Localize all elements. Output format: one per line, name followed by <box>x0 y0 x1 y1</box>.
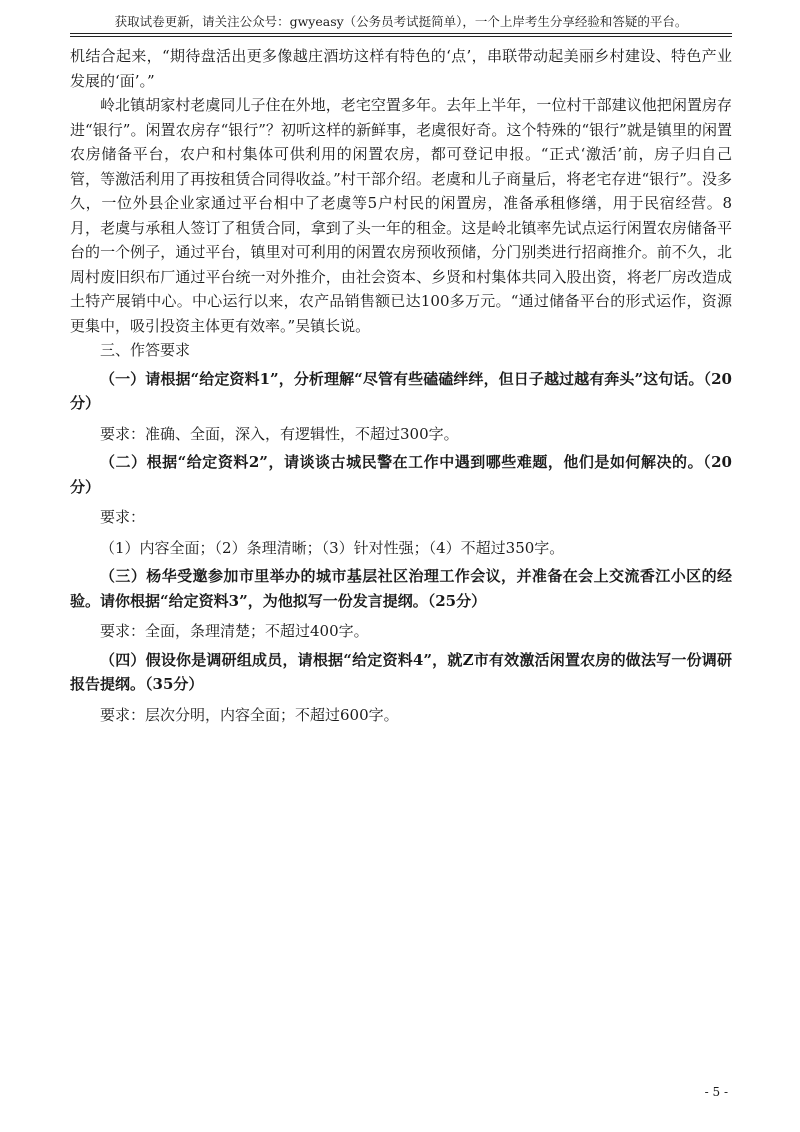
question-1-requirement: 要求：准确、全面，深入，有逻辑性，不超过300字。 <box>100 424 459 443</box>
question-1-title: （一）请根据“给定资料1”，分析理解“尽管有些磕磕绊绊，但日子越过越有奔头”这句话。（20分） <box>70 369 732 412</box>
paragraph-continuation: 机结合起来，“期待盘活出更多像越庄酒坊这样有特色的‘点’，串联带动起美丽乡村建设、特色产业发展的‘面’。” <box>70 47 732 90</box>
paragraph-lingbei-town: 岭北镇胡家村老虞同儿子住在外地，老宅空置多年。去年上半年，一位村干部建议他把闲置房存进“银行”。闲置农房存“银行”？初听这样的新鲜事，老虞很好奇。这个特殊的“银行”就是镇里的闲置农房储备平台，农户和村集体可供利用的闲置农房，都可登记申报。“正式‘激活’前，房子归自己管，等激活利用了再按租赁合同得收益。”村干部介绍。老虞和儿子商量后，将老宅存进“银行”。没多久，一位外县企业家通过平台相中了老虞等5户村民的闲置房，准备承租修缮，用于民宿经营。8月，老虞与承租人签订了租赁合同，拿到了头一年的租金。这是岭北镇率先试点运行闲置农房储备平台的一个例子，通过平台，镇里对可利用的闲置农房预收预储，分门别类进行招商推介。前不久，北周村废旧织布厂通过平台统一对外推介，由社会资本、乡贤和村集体共同入股出资，将老厂房改造成土特产展销中心。中心运行以来，农产品销售额已达100多万元。“通过储备平台的形式运作，资源更集中，吸引投资主体更有效率。”吴镇长说。 <box>70 96 732 335</box>
question-3-title: （三）杨华受邀参加市里举办的城市基层社区治理工作会议，并准备在会上交流香江小区的经验。请你根据“给定资料3”，为他拟写一份发言提纲。（25分） <box>70 567 732 610</box>
question-4-requirement: 要求：层次分明，内容全面；不超过600字。 <box>100 705 399 724</box>
question-3-requirement: 要求：全面，条理清楚；不超过400字。 <box>100 622 369 640</box>
question-2-requirement-label: 要求： <box>100 508 146 526</box>
page-number: - 5 - <box>704 1085 728 1099</box>
section-title: 三、作答要求 <box>100 341 191 359</box>
page-content <box>70 44 732 727</box>
page-header: 获取试卷更新，请关注公众号：gwyeasy（公务员考试挺简单），一个上岸考生分享经验和答疑的平台。 <box>114 14 688 29</box>
question-2-requirement: （1）内容全面；（2）条理清晰；（3）针对性强；（4）不超过350字。 <box>100 538 565 557</box>
header-rule-bottom <box>70 36 732 37</box>
question-2-title: （二）根据“给定资料2”，请谈谈古城民警在工作中遇到哪些难题，他们是如何解决的。（20分） <box>70 453 732 496</box>
header-rule-top <box>70 33 732 34</box>
question-4-title: （四）假设你是调研组成员，请根据“给定资料4”，就Z市有效激活闲置农房的做法写一份调研报告提纲。（35分） <box>70 650 732 693</box>
